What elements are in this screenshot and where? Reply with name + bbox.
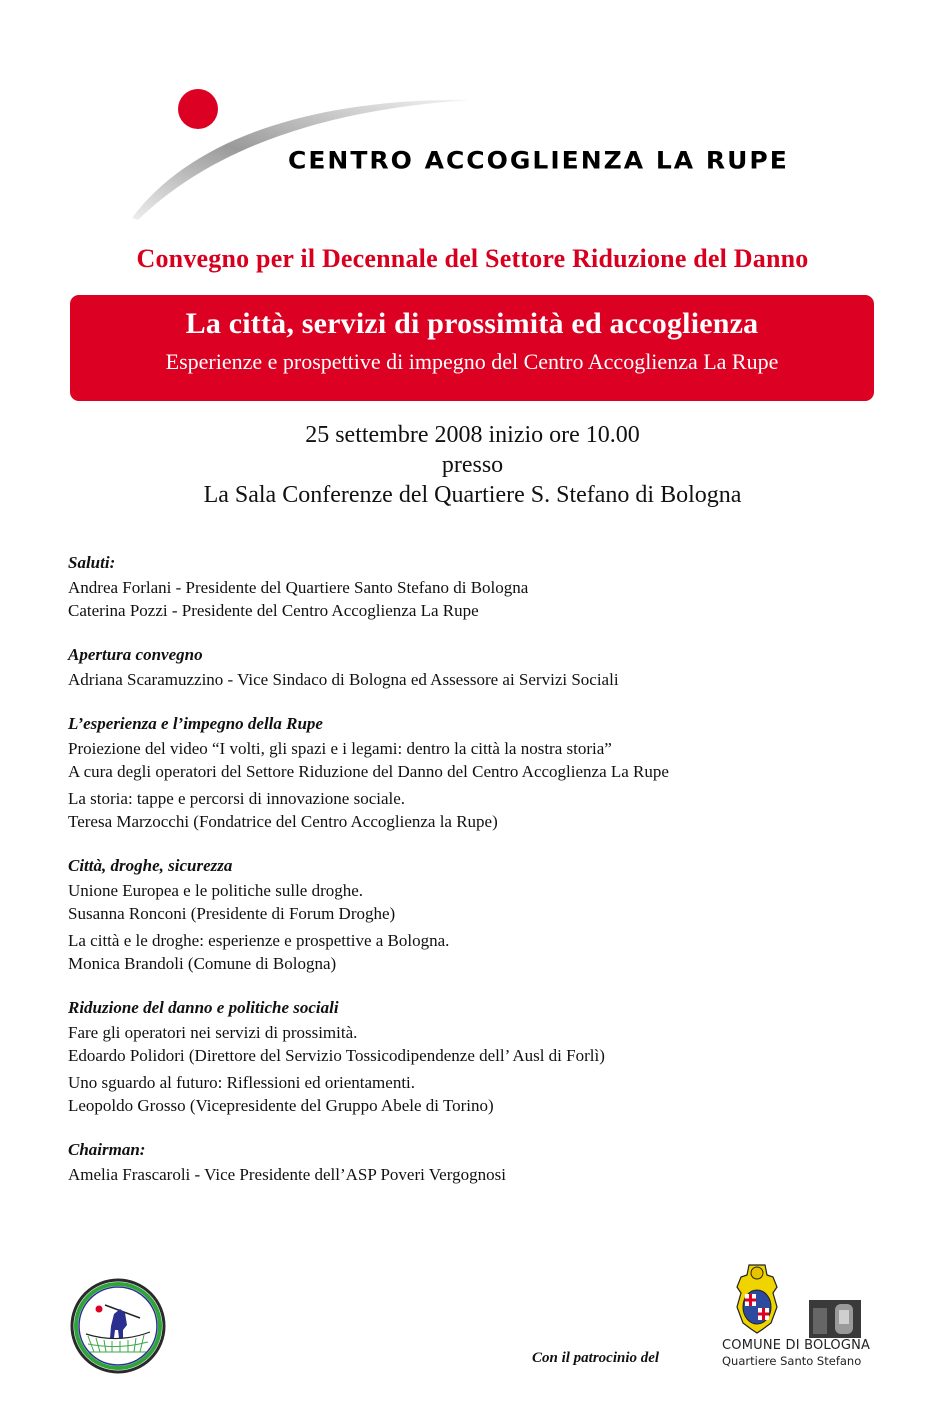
section-spacer	[68, 837, 888, 853]
comune-name: COMUNE DI BOLOGNA	[722, 1338, 871, 1353]
quartiere-photo	[809, 1300, 861, 1338]
event-presso: presso	[441, 452, 504, 478]
org-logo	[120, 80, 789, 230]
program-line-primary: Proiezione del video “I volti, gli spazi e i legami: dentro la città la nostra storia”	[68, 739, 612, 758]
program-section	[68, 1137, 888, 1206]
program-section	[68, 995, 888, 1137]
program-line-primary: Unione Europea e le politiche sulle droghe.	[68, 881, 364, 900]
patronage-label: Con il patrocinio del	[532, 1350, 660, 1366]
logo-red-dot	[178, 89, 218, 129]
section-spacer	[68, 695, 888, 711]
program-line-primary: Andrea Forlani - Presidente del Quartiere Santo Stefano di Bologna	[68, 578, 529, 597]
org-logo-text: CENTRO ACCOGLIENZA LA RUPE	[288, 146, 789, 175]
section-spacer	[68, 626, 888, 642]
program-item	[68, 737, 888, 783]
program-line-secondary: Susanna Ronconi (Presidente di Forum Droghe)	[68, 904, 396, 923]
section-title: Chairman:	[68, 1140, 146, 1159]
program-line-secondary: Teresa Marzocchi (Fondatrice del Centro Accoglienza la Rupe)	[68, 812, 498, 831]
section-spacer	[68, 979, 888, 995]
program-section	[68, 853, 888, 995]
program-item	[68, 1071, 888, 1117]
program-section	[68, 550, 888, 642]
quartiere-name: Quartiere Santo Stefano	[722, 1354, 862, 1368]
santo-stefano-photo-icon	[809, 1300, 861, 1338]
program-item	[68, 787, 888, 833]
program-line-secondary: Monica Brandoli (Comune di Bologna)	[68, 954, 337, 973]
section-title: Riduzione del danno e politiche sociali	[68, 998, 339, 1017]
banner-subtitle: Esperienze e prospettive di impegno del Centro Accoglienza La Rupe	[165, 349, 779, 374]
program-section	[68, 711, 888, 853]
program	[68, 550, 888, 1206]
event-info	[0, 420, 945, 510]
comune-crest	[733, 1263, 781, 1335]
program-line-secondary: Caterina Pozzi - Presidente del Centro Accoglienza La Rupe	[68, 601, 479, 620]
program-item	[68, 668, 888, 691]
event-venue: La Sala Conferenze del Quartiere S. Stefano di Bologna	[203, 482, 742, 508]
event-date-time: 25 settembre 2008 inizio ore 10.00	[305, 422, 640, 448]
program-line-primary: La storia: tappe e percorsi di innovazione sociale.	[68, 789, 406, 808]
conference-title: Convegno per il Decennale del Settore Riduzione del Danno	[136, 244, 809, 273]
tightrope-walker-icon	[70, 1278, 166, 1374]
program-line-secondary: A cura degli operatori del Settore Riduzione del Danno del Centro Accoglienza La Rupe	[68, 762, 669, 781]
program-item	[68, 1021, 888, 1067]
section-spacer	[68, 1121, 888, 1137]
program-line-primary: Fare gli operatori nei servizi di prossimità.	[68, 1023, 358, 1042]
program-line-secondary: Edoardo Polidori (Direttore del Servizio Tossicodipendenze dell’ Ausl di Forlì)	[68, 1046, 605, 1065]
program-line-primary: Amelia Frascaroli - Vice Presidente dell’ASP Poveri Vergognosi	[68, 1165, 506, 1184]
program-line-primary: Adriana Scaramuzzino - Vice Sindaco di Bologna ed Assessore ai Servizi Sociali	[68, 670, 619, 689]
program-line-secondary: Leopoldo Grosso (Vicepresidente del Gruppo Abele di Torino)	[68, 1096, 494, 1115]
program-item	[68, 879, 888, 925]
program-item	[68, 929, 888, 975]
banner-title: La città, servizi di prossimità ed accoglienza	[185, 307, 759, 340]
section-title: Città, droghe, sicurezza	[68, 856, 233, 875]
program-item	[68, 1163, 888, 1186]
section-title: Saluti:	[68, 553, 116, 572]
program-line-primary: Uno sguardo al futuro: Riflessioni ed orientamenti.	[68, 1073, 416, 1092]
section-spacer	[68, 1190, 888, 1206]
program-item	[68, 576, 888, 622]
program-section	[68, 642, 888, 711]
la-rupe-logo	[70, 1278, 166, 1374]
section-title: L’esperienza e l’impegno della Rupe	[68, 714, 323, 733]
program-line-primary: La città e le droghe: esperienze e prospettive a Bologna.	[68, 931, 450, 950]
bologna-coat-of-arms-icon	[733, 1263, 781, 1335]
title-banner	[70, 295, 874, 401]
section-title: Apertura convegno	[68, 645, 203, 664]
